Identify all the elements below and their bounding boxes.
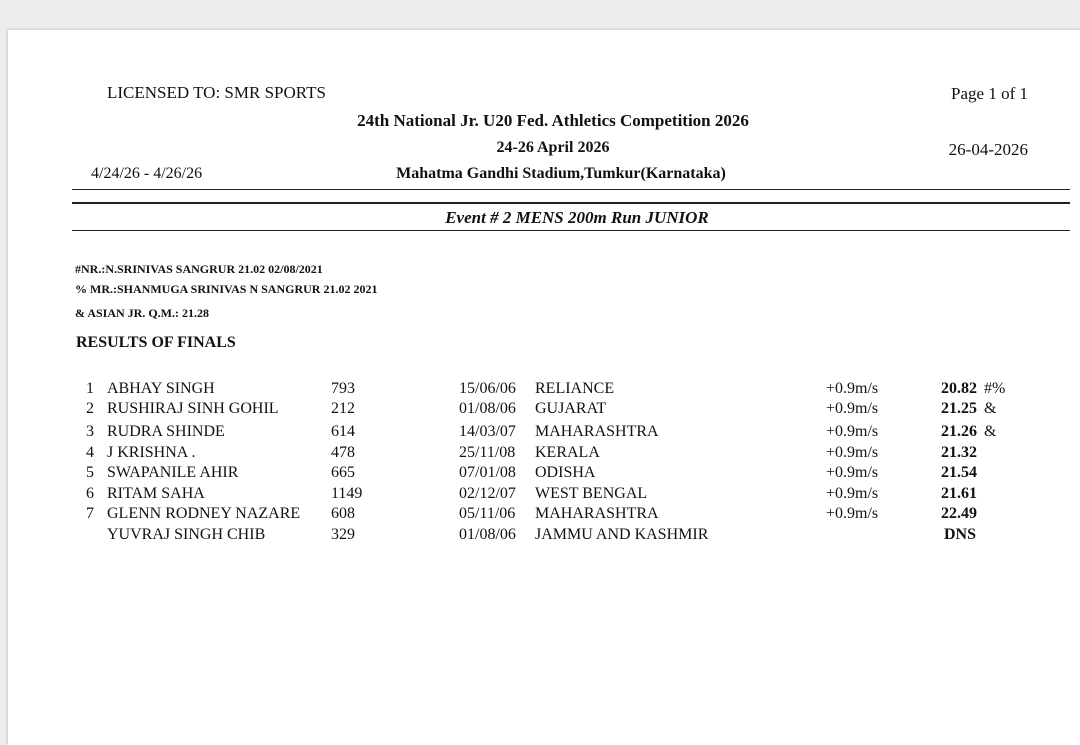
competition-dates: 24-26 April 2026 [496, 139, 610, 156]
result-time: 21.25 [941, 400, 977, 417]
wind-reading: +0.9m/s [826, 464, 879, 481]
venue: Mahatma Gandhi Stadium,Tumkur(Karnataka) [396, 165, 726, 182]
result-place: 4 [86, 444, 94, 461]
date-range: 4/24/26 - 4/26/26 [91, 165, 203, 182]
result-place: 7 [86, 505, 94, 522]
athlete-name: RUDRA SHINDE [107, 423, 225, 440]
record-mark: & [984, 400, 997, 417]
wind-reading: +0.9m/s [826, 485, 879, 502]
event-rule-top [72, 202, 1070, 204]
result-place: 2 [86, 400, 94, 417]
print-date: 26-04-2026 [948, 140, 1028, 159]
bib-number: 212 [331, 400, 355, 417]
date-of-birth: 05/11/06 [459, 505, 516, 522]
result-place: 6 [86, 485, 94, 502]
date-of-birth: 01/08/06 [459, 526, 516, 543]
bib-number: 478 [331, 444, 355, 461]
bib-number: 1149 [331, 485, 363, 502]
results-heading: RESULTS OF FINALS [76, 334, 236, 351]
result-row [8, 423, 1080, 444]
event-rule-bottom [72, 230, 1070, 231]
page-number: Page 1 of 1 [951, 84, 1028, 103]
result-time: DNS [944, 526, 977, 543]
result-row [8, 526, 1080, 547]
wind-reading: +0.9m/s [826, 444, 879, 461]
meet-record: % MR.:SHANMUGA SRINIVAS N SANGRUR 21.02 2021 [75, 282, 378, 296]
result-time: 21.61 [941, 485, 977, 502]
team-name: RELIANCE [535, 380, 615, 397]
result-row [8, 400, 1080, 421]
result-place: 5 [86, 464, 94, 481]
result-row [8, 464, 1080, 485]
team-name: KERALA [535, 444, 600, 461]
competition-title: 24th National Jr. U20 Fed. Athletics Competition 2026 [357, 111, 749, 130]
bib-number: 793 [331, 380, 355, 397]
bib-number: 614 [331, 423, 355, 440]
athlete-name: SWAPANILE AHIR [107, 464, 239, 481]
bib-number: 608 [331, 505, 355, 522]
record-mark: #% [984, 380, 1006, 397]
team-name: JAMMU AND KASHMIR [535, 526, 709, 543]
result-time: 22.49 [941, 505, 977, 522]
bib-number: 665 [331, 464, 355, 481]
bib-number: 329 [331, 526, 355, 543]
result-time: 21.54 [941, 464, 977, 481]
team-name: MAHARASHTRA [535, 505, 659, 522]
athlete-name: ABHAY SINGH [107, 380, 215, 397]
team-name: GUJARAT [535, 400, 607, 417]
athlete-name: J KRISHNA . [107, 444, 196, 461]
date-of-birth: 15/06/06 [459, 380, 516, 397]
athlete-name: RUSHIRAJ SINH GOHIL [107, 400, 279, 417]
result-time: 20.82 [941, 380, 977, 397]
date-of-birth: 25/11/08 [459, 444, 516, 461]
team-name: MAHARASHTRA [535, 423, 659, 440]
date-of-birth: 01/08/06 [459, 400, 516, 417]
athlete-name: RITAM SAHA [107, 485, 205, 502]
result-place: 1 [86, 380, 94, 397]
qualifying-mark: & ASIAN JR. Q.M.: 21.28 [75, 306, 209, 320]
result-place: 3 [86, 423, 94, 440]
record-mark: & [984, 423, 997, 440]
athlete-name: YUVRAJ SINGH CHIB [107, 526, 266, 543]
wind-reading: +0.9m/s [826, 380, 879, 397]
team-name: WEST BENGAL [535, 485, 648, 502]
result-row [8, 485, 1080, 506]
national-record: #NR.:N.SRINIVAS SANGRUR 21.02 02/08/2021 [75, 262, 323, 276]
date-of-birth: 14/03/07 [459, 423, 516, 440]
athlete-name: GLENN RODNEY NAZARE [107, 505, 301, 522]
wind-reading: +0.9m/s [826, 505, 879, 522]
wind-reading: +0.9m/s [826, 423, 879, 440]
license-text: LICENSED TO: SMR SPORTS [107, 83, 326, 102]
event-title: Event # 2 MENS 200m Run JUNIOR [445, 208, 709, 227]
results-sheet [8, 30, 1080, 745]
date-of-birth: 07/01/08 [459, 464, 516, 481]
result-row [8, 444, 1080, 465]
result-row [8, 380, 1080, 401]
header-rule [72, 189, 1070, 190]
wind-reading: +0.9m/s [826, 400, 879, 417]
date-of-birth: 02/12/07 [459, 485, 516, 502]
result-time: 21.26 [941, 423, 977, 440]
result-time: 21.32 [941, 444, 977, 461]
team-name: ODISHA [535, 464, 596, 481]
result-row [8, 505, 1080, 526]
